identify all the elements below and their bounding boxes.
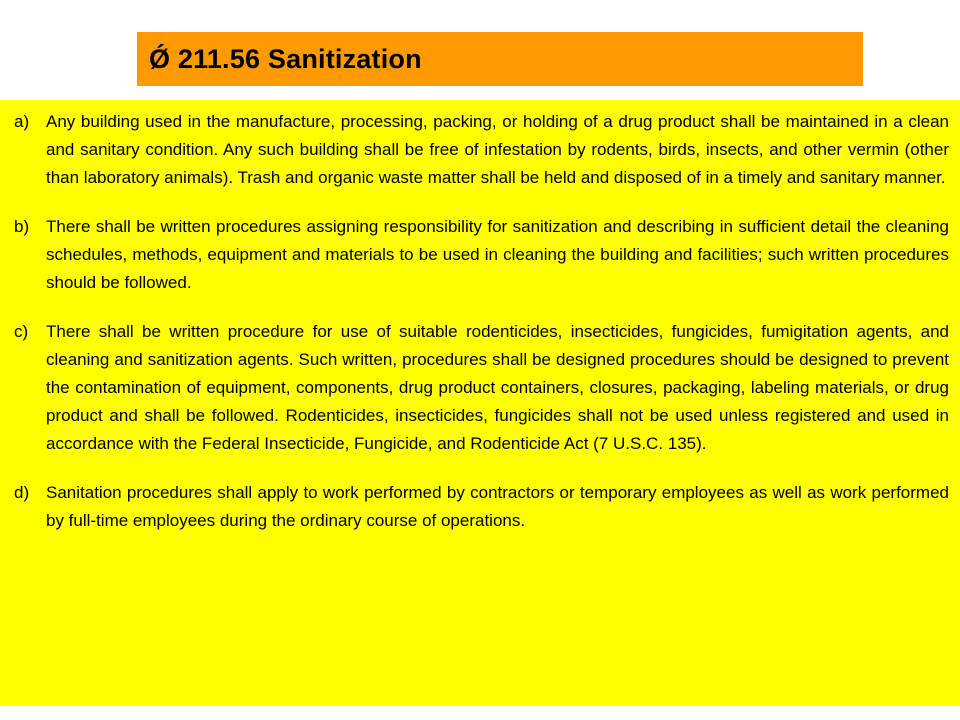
slide-title: Ǿ 211.56 Sanitization (149, 43, 422, 74)
list-item-c (14, 318, 949, 458)
list-marker: c) (14, 322, 29, 341)
content-panel (0, 100, 960, 706)
list-item-text: There shall be written procedures assigning responsibility for sanitization and describing in sufficient detail the cleaning schedules, methods, equipment and materials to be used in cleaning the building and facilities; such written procedures should be followed. (46, 217, 949, 292)
list-marker: a) (14, 112, 30, 131)
list-marker: d) (14, 483, 30, 502)
regulation-list (14, 108, 949, 535)
list-item-text: There shall be written procedure for use of suitable rodenticides, insecticides, fungicides, fumigitation agents, and cleaning and sanitization agents. Such written, procedures shall be designed procedures should be designed to prevent the contamination of equipment, components, drug product containers, closures, packaging, labeling materials, or drug product and shall be followed. Rodenticides, insecticides, fungicides shall not be used unless registered and used in accordance with the Federal Insecticide, Fungicide, and Rodenticide Act (7 U.S.C. 135). (46, 322, 949, 453)
list-item-a (14, 108, 949, 192)
list-item-d (14, 479, 949, 535)
list-item-text: Any building used in the manufacture, processing, packing, or holding of a drug product shall be maintained in a clean and sanitary condition. Any such building shall be free of infestation by rodents, birds, insects, and other vermin (other than laboratory animals). Trash and organic waste matter shall be held and disposed of in a timely and sanitary manner. (46, 112, 949, 187)
title-banner (137, 32, 863, 86)
list-item-text: Sanitation procedures shall apply to work performed by contractors or temporary employees as well as work performed by full-time employees during the ordinary course of operations. (46, 483, 949, 530)
list-item-b (14, 213, 949, 297)
list-marker: b) (14, 217, 30, 236)
